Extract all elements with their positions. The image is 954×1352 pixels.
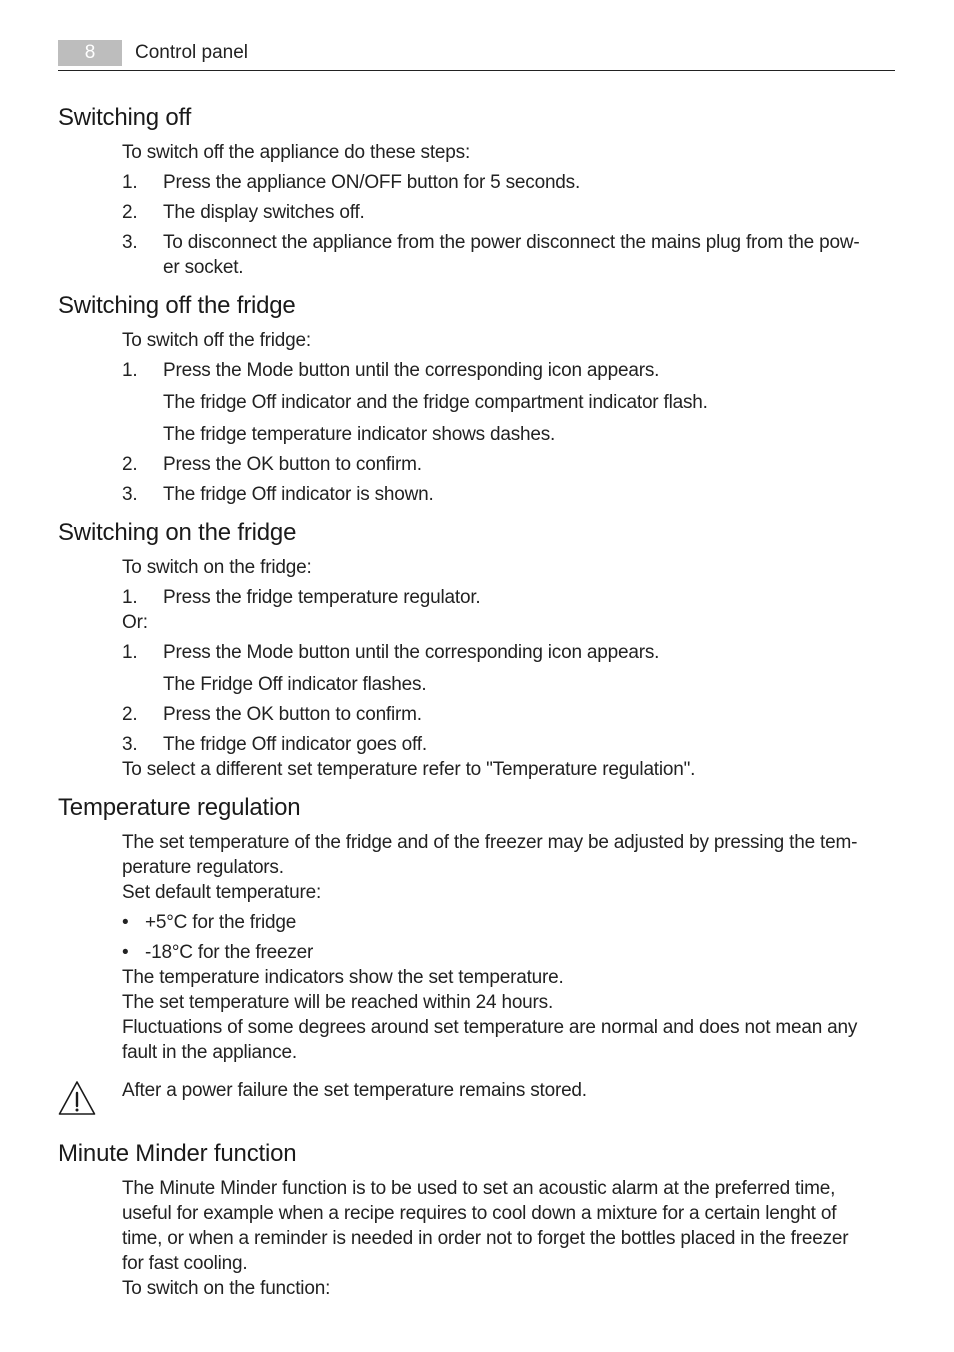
bullet-text: +5°C for the fridge (145, 912, 297, 933)
step-text: The display switches off. (163, 202, 365, 223)
or-label: Or: (122, 612, 148, 633)
page-number: 8 (58, 40, 122, 66)
step-number: 3. (122, 734, 138, 755)
paragraph-line: fault in the appliance. (122, 1042, 297, 1063)
step-number: 1. (122, 172, 138, 193)
step-text-continued: er socket. (163, 257, 244, 278)
step-number: 1. (122, 360, 138, 381)
heading-temperature-regulation: Temperature regulation (58, 794, 301, 821)
bullet-mark: • (122, 942, 129, 963)
bullet-text: -18°C for the freezer (145, 942, 314, 963)
bullet-mark: • (122, 912, 129, 933)
paragraph-line: perature regulators. (122, 857, 284, 878)
header-rule (58, 70, 895, 71)
paragraph-line: The set temperature of the fridge and of the freezer may be adjusted by pressing the tem- (122, 832, 858, 853)
step-text: The fridge Off indicator goes off. (163, 734, 427, 755)
step-number: 3. (122, 484, 138, 505)
step-number: 3. (122, 232, 138, 253)
switching-off-intro: To switch off the appliance do these steps: (122, 142, 471, 163)
heading-switching-off-fridge: Switching off the fridge (58, 292, 296, 319)
step-number: 1. (122, 587, 138, 608)
step-note: The Fridge Off indicator flashes. (163, 674, 427, 695)
step-number: 2. (122, 202, 138, 223)
paragraph-line: The temperature indicators show the set temperature. (122, 967, 564, 988)
heading-switching-on-fridge: Switching on the fridge (58, 519, 297, 546)
heading-minute-minder: Minute Minder function (58, 1140, 297, 1167)
fridge-on-outro: To select a different set temperature refer to "Temperature regulation". (122, 759, 696, 780)
paragraph-line: useful for example when a recipe requires to cool down a mixture for a certain lenght of (122, 1203, 837, 1224)
heading-switching-off: Switching off (58, 104, 192, 131)
step-text: Press the OK button to confirm. (163, 704, 422, 725)
step-note: The fridge temperature indicator shows dashes. (163, 424, 556, 445)
paragraph-line: time, or when a reminder is needed in order not to forget the bottles placed in the freezer (122, 1228, 849, 1249)
page-header (58, 40, 895, 72)
warning-triangle-icon (57, 1079, 97, 1117)
step-text: Press the Mode button until the corresponding icon appears. (163, 360, 660, 381)
step-text: Press the Mode button until the corresponding icon appears. (163, 642, 660, 663)
minute-minder-outro: To switch on the function: (122, 1278, 331, 1299)
step-text: To disconnect the appliance from the power disconnect the mains plug from the pow- (163, 232, 860, 253)
paragraph-line: Fluctuations of some degrees around set temperature are normal and does not mean any (122, 1017, 858, 1038)
paragraph-line: The Minute Minder function is to be used to set an acoustic alarm at the preferred time, (122, 1178, 836, 1199)
default-temp-label: Set default temperature: (122, 882, 322, 903)
step-text: Press the OK button to confirm. (163, 454, 422, 475)
paragraph-line: for fast cooling. (122, 1253, 248, 1274)
step-number: 1. (122, 642, 138, 663)
fridge-on-intro: To switch on the fridge: (122, 557, 312, 578)
paragraph-line: The set temperature will be reached within 24 hours. (122, 992, 554, 1013)
step-number: 2. (122, 454, 138, 475)
step-text: Press the fridge temperature regulator. (163, 587, 481, 608)
step-note: The fridge Off indicator and the fridge compartment indicator flash. (163, 392, 708, 413)
section-title: Control panel (135, 42, 249, 63)
fridge-off-intro: To switch off the fridge: (122, 330, 311, 351)
step-number: 2. (122, 704, 138, 725)
warning-text: After a power failure the set temperature remains stored. (122, 1080, 587, 1101)
step-text: The fridge Off indicator is shown. (163, 484, 434, 505)
step-text: Press the appliance ON/OFF button for 5 seconds. (163, 172, 581, 193)
